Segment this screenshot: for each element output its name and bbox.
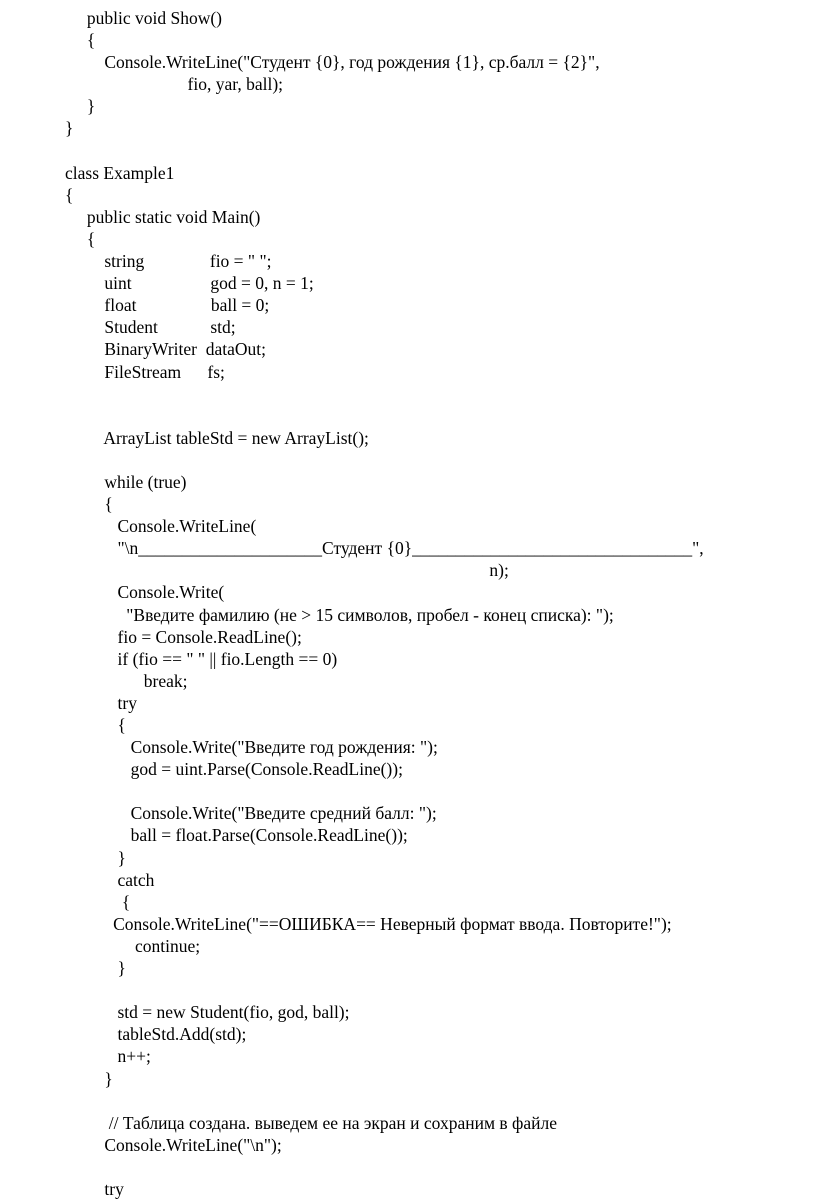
code-line: std = new Student(fio, god, ball); (65, 1002, 350, 1023)
code-line: if (fio == " " || fio.Length == 0) (65, 648, 338, 669)
code-line: fio = Console.ReadLine(); (65, 626, 302, 647)
code-line: { (65, 494, 113, 515)
code-line: public void Show() (65, 8, 223, 28)
code-line: Console.WriteLine( (65, 516, 257, 537)
code-line: n++; (65, 1046, 151, 1067)
code-line (65, 449, 806, 471)
code-line: ball = float.Parse(Console.ReadLine()); (65, 825, 408, 846)
code-line: { (65, 184, 74, 205)
code-line: Console.WriteLine("\n"); (65, 1134, 282, 1155)
code-line: "Введите фамилию (не > 15 символов, пробел - конец списка): "); (65, 604, 614, 625)
code-line: n); (65, 560, 509, 581)
code-line: public static void Main() (65, 206, 261, 227)
code-line: catch (65, 869, 155, 890)
code-line: { (65, 891, 131, 912)
code-line: string fio = " "; (65, 251, 272, 272)
code-line (65, 405, 806, 427)
code-line (65, 383, 806, 405)
code-line: { (65, 715, 126, 735)
code-line (65, 780, 806, 802)
code-line: } (65, 847, 126, 868)
code-line: ArrayList tableStd = new ArrayList(); (65, 427, 369, 448)
code-listing (65, 7, 806, 1200)
code-line: } (65, 96, 96, 117)
code-line: BinaryWriter dataOut; (65, 339, 266, 360)
code-line: try (65, 692, 137, 713)
code-line: "\n_____________________Студент {0}________________________________", (65, 538, 704, 559)
code-line (65, 979, 806, 1001)
code-line (65, 1156, 806, 1178)
code-line: { (65, 228, 96, 249)
code-line: { (65, 30, 96, 51)
code-line: Console.WriteLine("Студент {0}, год рождения {1}, ср.балл = {2}", (65, 52, 600, 73)
code-line: Student std; (65, 317, 236, 338)
code-line: FileStream fs; (65, 361, 225, 382)
code-line: class Example1 (65, 162, 175, 183)
code-line (65, 1090, 806, 1112)
code-line: fio, yar, ball); (65, 74, 284, 95)
code-line: god = uint.Parse(Console.ReadLine()); (65, 759, 403, 780)
code-line (65, 140, 806, 162)
code-line: tableStd.Add(std); (65, 1024, 247, 1045)
code-line: uint god = 0, n = 1; (65, 273, 314, 294)
code-line: } (65, 118, 74, 139)
code-line: float ball = 0; (65, 295, 270, 316)
code-line: // Таблица создана. выведем ее на экран и сохраним в файле (65, 1112, 558, 1133)
code-line: Console.Write( (65, 582, 225, 603)
code-line: try (65, 1178, 124, 1199)
code-line: Console.Write("Введите средний балл: "); (65, 803, 437, 824)
code-line: } (65, 1068, 113, 1089)
code-line: } (65, 958, 126, 979)
code-line: break; (65, 670, 188, 691)
code-line: while (true) (65, 471, 187, 492)
code-line: continue; (65, 935, 201, 956)
code-line: Console.WriteLine("==ОШИБКА== Неверный формат ввода. Повторите!"); (65, 913, 672, 934)
code-line: Console.Write("Введите год рождения: "); (65, 737, 438, 758)
